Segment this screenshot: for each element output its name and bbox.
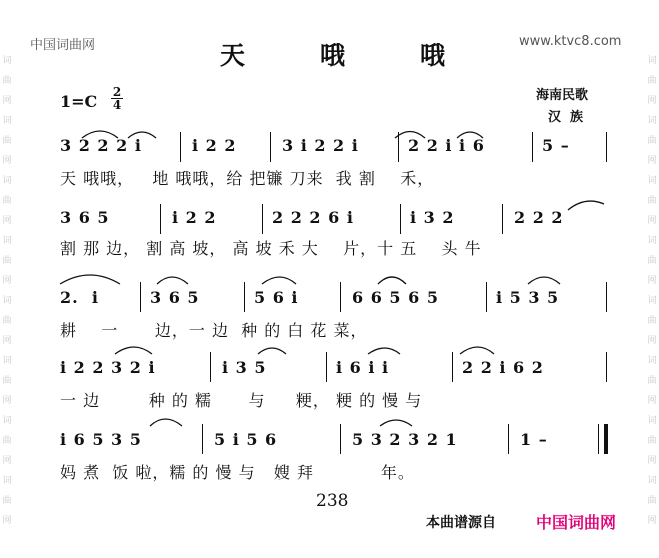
barline bbox=[140, 282, 141, 312]
side-watermark-char: 词 bbox=[647, 476, 657, 486]
row1-measure4: 2 2 i i 6 bbox=[408, 136, 485, 155]
side-watermark-char: 网 bbox=[2, 456, 12, 466]
song-origin: 海南民歌 bbox=[536, 88, 589, 103]
side-watermark-char: 网 bbox=[647, 216, 657, 226]
side-watermark-char: 曲 bbox=[2, 136, 12, 146]
song-ethnicity: 汉 族 bbox=[548, 110, 584, 125]
side-watermark-char: 词 bbox=[647, 296, 657, 306]
barline bbox=[532, 132, 533, 162]
barline bbox=[180, 132, 181, 162]
row1-measure2: i 2 2 bbox=[192, 136, 237, 155]
side-watermark-char: 网 bbox=[2, 156, 12, 166]
row1-lyric: 天 哦哦， 地 哦哦，给 把镰 刀来 我 割 禾， bbox=[60, 169, 435, 188]
final-barline-thin bbox=[598, 424, 599, 454]
barline bbox=[400, 204, 401, 234]
side-watermark-char: 网 bbox=[2, 276, 12, 286]
side-watermark-char: 网 bbox=[647, 96, 657, 106]
row5-measure2: 5 i 5 6 bbox=[214, 430, 278, 449]
side-watermark-char: 网 bbox=[647, 456, 657, 466]
side-watermark-char: 词 bbox=[2, 56, 12, 66]
side-watermark-char: 网 bbox=[647, 336, 657, 346]
row1-measure1: 3 2 2 2 i bbox=[60, 136, 142, 155]
side-watermark-char: 词 bbox=[647, 116, 657, 126]
row4-measure4: 2 2 i 6 2 bbox=[462, 358, 544, 377]
row4-lyric: 一 边 种 的 糯 与 粳， 粳 的 慢 与 bbox=[60, 391, 423, 410]
side-watermark-char: 网 bbox=[2, 96, 12, 106]
side-watermark-char: 词 bbox=[647, 56, 657, 66]
side-watermark-char: 曲 bbox=[2, 376, 12, 386]
row5-measure1: i 6 5 3 5 bbox=[60, 430, 142, 449]
barline bbox=[508, 424, 509, 454]
side-watermark-char: 曲 bbox=[2, 316, 12, 326]
side-watermark-char: 词 bbox=[2, 416, 12, 426]
watermark-site-name: 中国词曲网 bbox=[30, 38, 96, 53]
row2-measure5: 2 2 2 bbox=[514, 208, 564, 227]
row4-measure1: i 2 2 3 2 i bbox=[60, 358, 156, 377]
side-watermark-char: 网 bbox=[2, 336, 12, 346]
barline bbox=[606, 132, 607, 162]
side-watermark-char: 网 bbox=[2, 516, 12, 526]
side-watermark-char: 词 bbox=[647, 356, 657, 366]
side-watermark-char: 网 bbox=[2, 396, 12, 406]
side-watermark-char: 网 bbox=[647, 156, 657, 166]
barline bbox=[452, 352, 453, 382]
row2-lyric: 割 那 边， 割 高 坡， 高 坡 禾 大 片，十 五 头 牛 bbox=[60, 239, 482, 258]
side-watermark-char: 词 bbox=[647, 416, 657, 426]
side-watermark-char: 词 bbox=[2, 236, 12, 246]
side-watermark-char: 曲 bbox=[2, 196, 12, 206]
side-watermark-char: 曲 bbox=[2, 76, 12, 86]
row5-measure3: 5 3 2 3 2 1 bbox=[352, 430, 458, 449]
side-watermark-char: 词 bbox=[647, 236, 657, 246]
row1-measure5: 5 – bbox=[542, 136, 570, 155]
side-watermark-char: 曲 bbox=[2, 256, 12, 266]
title-char-2: 哦 bbox=[320, 41, 348, 70]
side-watermark-char: 曲 bbox=[647, 496, 657, 506]
barline bbox=[606, 352, 607, 382]
row4-measure2: i 3 5 bbox=[222, 358, 267, 377]
side-watermark-char: 曲 bbox=[647, 376, 657, 386]
side-watermark-char: 曲 bbox=[2, 496, 12, 506]
row2-measure4: i 3 2 bbox=[410, 208, 455, 227]
watermark-url: www.ktvc8.com bbox=[519, 34, 622, 49]
footer-source-brand: 中国词曲网 bbox=[536, 513, 617, 532]
side-watermark-char: 网 bbox=[2, 216, 12, 226]
side-watermark-char: 曲 bbox=[647, 136, 657, 146]
side-watermark-char: 词 bbox=[647, 176, 657, 186]
row4-measure3: i 6 i i bbox=[336, 358, 390, 377]
side-watermark-char: 词 bbox=[2, 176, 12, 186]
barline bbox=[606, 282, 607, 312]
barline bbox=[502, 204, 503, 234]
row3-measure4: 6 6 5 6 5 bbox=[352, 288, 439, 307]
barline bbox=[202, 424, 203, 454]
barline bbox=[340, 282, 341, 312]
side-watermark-char: 曲 bbox=[647, 196, 657, 206]
side-watermark-char: 曲 bbox=[647, 436, 657, 446]
barline bbox=[210, 352, 211, 382]
barline bbox=[486, 282, 487, 312]
side-watermark-char: 网 bbox=[647, 276, 657, 286]
row5-measure4: 1 – bbox=[520, 430, 548, 449]
row1-measure3: 3 i 2 2 i bbox=[282, 136, 359, 155]
barline bbox=[160, 204, 161, 234]
side-watermark-char: 词 bbox=[2, 116, 12, 126]
row3-measure1: 2. i bbox=[60, 288, 99, 307]
title-char-3: 哦 bbox=[420, 41, 448, 70]
row2-measure3: 2 2 2 6 i bbox=[272, 208, 354, 227]
meter-top: 2 bbox=[112, 85, 122, 99]
side-watermark-char: 词 bbox=[2, 296, 12, 306]
side-watermark-char: 网 bbox=[647, 516, 657, 526]
barline bbox=[244, 282, 245, 312]
barline bbox=[398, 132, 399, 162]
meter-bottom: 4 bbox=[112, 98, 122, 112]
page-number: 238 bbox=[316, 491, 349, 511]
key-signature: 1=C bbox=[60, 92, 98, 111]
row3-measure3: 5 6 i bbox=[254, 288, 299, 307]
side-watermark-char: 曲 bbox=[647, 256, 657, 266]
final-barline-thick bbox=[604, 424, 608, 454]
barline bbox=[340, 424, 341, 454]
side-watermark-char: 曲 bbox=[2, 436, 12, 446]
side-watermark-char: 词 bbox=[2, 476, 12, 486]
side-watermark-char: 曲 bbox=[647, 76, 657, 86]
row3-measure2: 3 6 5 bbox=[150, 288, 200, 307]
barline bbox=[270, 132, 271, 162]
row2-measure1: 3 6 5 bbox=[60, 208, 110, 227]
footer-source-label: 本曲谱源自 bbox=[426, 515, 496, 531]
row2-measure2: i 2 2 bbox=[172, 208, 217, 227]
title-char-1: 天 bbox=[220, 41, 248, 70]
row3-lyric: 耕 一 边，一 边 种 的 白 花 菜， bbox=[60, 321, 368, 340]
side-watermark-char: 曲 bbox=[647, 316, 657, 326]
side-watermark-char: 网 bbox=[647, 396, 657, 406]
barline bbox=[326, 352, 327, 382]
row3-measure5: i 5 3 5 bbox=[496, 288, 560, 307]
row5-lyric: 妈 煮 饭 啦，糯 的 慢 与 嫂 拜 年。 bbox=[60, 463, 415, 482]
barline bbox=[262, 204, 263, 234]
side-watermark-char: 词 bbox=[2, 356, 12, 366]
